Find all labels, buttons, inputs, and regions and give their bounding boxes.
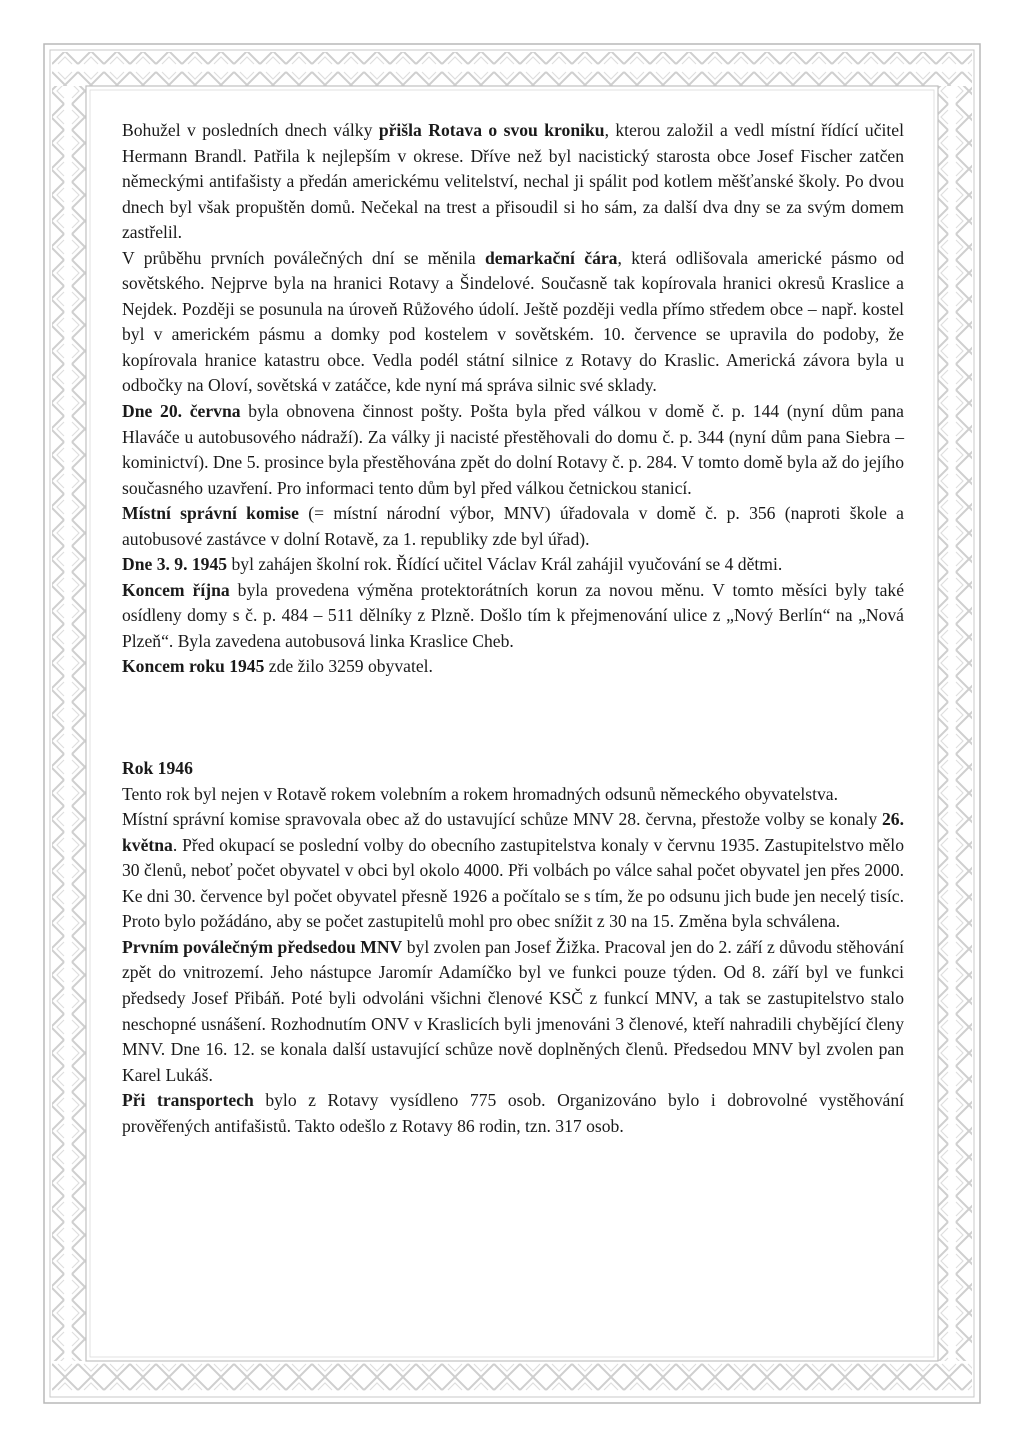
paragraph-text: , která odlišovala americké pásmo od sovětského. Nejprve byla na hranici Rotavy a Šindelové. Současně tak kopírovala hranici okresů Kraslice a Nejdek. Později se posunula na úroveň Růžového údolí. Ještě později vedla přímo středem obce – např. kostel byl v americkém pásmu a domky pod kostelem v sovětském. 10. července se upravila do podoby, že kopírovala hranice katastru obce. Vedla podél státní silnice z Rotavy do Kraslic. Americká závora byla u odbočky na Oloví, sovětská v zatáčce, kde nyní má správa silnic své sklady.: [122, 247, 904, 396]
paragraph-text: Tento rok byl nejen v Rotavě rokem volebním a rokem hromadných odsunů německého obyvatelstva.: [122, 783, 839, 804]
paragraph: [122, 654, 904, 680]
paragraph: [122, 501, 904, 552]
paragraph-text: byla obnovena činnost pošty. Pošta byla před válkou v domě č. p. 144 (nyní dům pana Hlaváče u autobusového nádraží). Za války ji nacisté přestěhovali do domu č. p. 344 (nyní dům pana Siebra – kominictví). Dne 5. prosince byla přestěhována zpět do dolní Rotavy č. p. 284. V tomto domě byla až do jejího současného uzavření. Pro informaci tento dům byl před válkou četnickou stanicí.: [122, 401, 904, 498]
paragraph: [122, 578, 904, 655]
paragraph-bold-lead: demarkační čára: [485, 247, 618, 268]
paragraph: [122, 552, 904, 578]
document-body: [122, 118, 904, 1139]
paragraph: [122, 246, 904, 399]
paragraph-text: . Před okupací se poslední volby do obecního zastupitelstva konaly v červnu 1935. Zastupitelstvo mělo 30 členů, neboť počet obyvatel v obci byl okolo 4000. Při volbách po válce sahal počet obyvatel jen přes 2000. Ke dni 30. července byl počet obyvatel přesně 1926 a počítalo se s tím, že po odsunu jich bude jen necelý tisíc. Proto bylo požádáno, aby se počet zastupitelů mohl pro obec snížit z 30 na 15. Změna byla schválena.: [122, 834, 904, 932]
paragraph: [122, 935, 904, 1088]
paragraph-text: byl zahájen školní rok. Řídící učitel Václav Král zahájil vyučování se 4 dětmi.: [227, 554, 783, 575]
paragraph-text: zde žilo 3259 obyvatel.: [264, 656, 433, 677]
paragraph: [122, 1088, 904, 1139]
paragraph-bold-lead: Koncem roku 1945: [122, 656, 265, 677]
paragraph-text: , kterou založil a vedl místní řídící učitel Hermann Brandl. Patřila k nejlepším v okrese. Dříve než byl nacistický starosta obce Josef Fischer zatčen německými antifašisty a předán americkému velitelství, nechal ji spálit pod kotlem měšťanské školy. Po dvou dnech byl však propuštěn domů. Nečekal na trest a přisoudil si ho sám, za další dva dny se za svým domem zastřelil.: [122, 120, 904, 243]
paragraph: [122, 782, 904, 808]
paragraph-text: Místní správní komise spravovala obec až do ustavující schůze MNV 28. června, přestože volby se konaly: [122, 809, 882, 830]
paragraph: [122, 807, 904, 935]
section-heading-1946: Rok 1946: [122, 758, 193, 779]
paragraph-bold-lead: Dne 3. 9. 1945: [122, 554, 228, 575]
paragraph-text: V průběhu prvních poválečných dní se měnila: [122, 247, 486, 268]
paragraph-text: Bohužel v posledních dnech války: [122, 120, 379, 140]
paragraph-bold-lead: Místní správní komise: [122, 503, 299, 524]
paragraph-bold-lead: Koncem října: [122, 579, 230, 600]
section-1946: [122, 782, 904, 1140]
paragraph-bold-lead: Prvním poválečným předsedou MNV: [122, 936, 403, 957]
paragraph-bold-lead: Při transportech: [122, 1090, 254, 1111]
paragraph-bold-lead: Dne 20. června: [122, 401, 241, 422]
paragraph-bold-lead: přišla Rotava o svou kroniku: [378, 120, 605, 140]
paragraph: [122, 399, 904, 501]
paragraph-text: byla provedena výměna protektorátních korun za novou měnu. V tomto měsíci byly také osídleny domy s č. p. 484 – 511 dělníky z Plzně. Došlo tím k přejmenování ulice z „Nový Berlín“ na „Nová Plzeň“. Byla zavedena autobusová linka Kraslice Cheb.: [122, 579, 904, 651]
paragraph: [122, 118, 904, 246]
section-1945: [122, 118, 904, 680]
paragraph-text: bylo z Rotavy vysídleno 775 osob. Organizováno bylo i dobrovolné vystěhování prověřených antifašistů. Takto odešlo z Rotavy 86 rodin, tzn. 317 osob.: [122, 1090, 905, 1136]
section-gap: [122, 680, 904, 756]
paragraph-text: (= místní národní výbor, MNV) úřadovala v domě č. p. 356 (naproti škole a autobusové zastávce v dolní Rotavě, za 1. republiky zde byl úřad).: [122, 503, 904, 549]
paragraph-bold-lead: 26. května: [122, 809, 904, 855]
paragraph-text: byl zvolen pan Josef Žižka. Pracoval jen do 2. září z důvodu stěhování zpět do vnitrozemí. Jeho nástupce Jaromír Adamíčko byl ve funkci pouze týden. Od 8. září byl ve funkci předsedy Josef Přibáň. Poté byli odvoláni všichni členové KSČ z funkcí MNV, a tak se zastupitelstvo stalo neschopné usnášení. Rozhodnutím ONV v Kraslicích byli jmenováni 3 členové, kteří nahradili chybějící členy MNV. Dne 16. 12. se konala další ustavující schůze nově doplněných členů. Předsedou MNV byl zvolen pan Karel Lukáš.: [122, 936, 904, 1085]
